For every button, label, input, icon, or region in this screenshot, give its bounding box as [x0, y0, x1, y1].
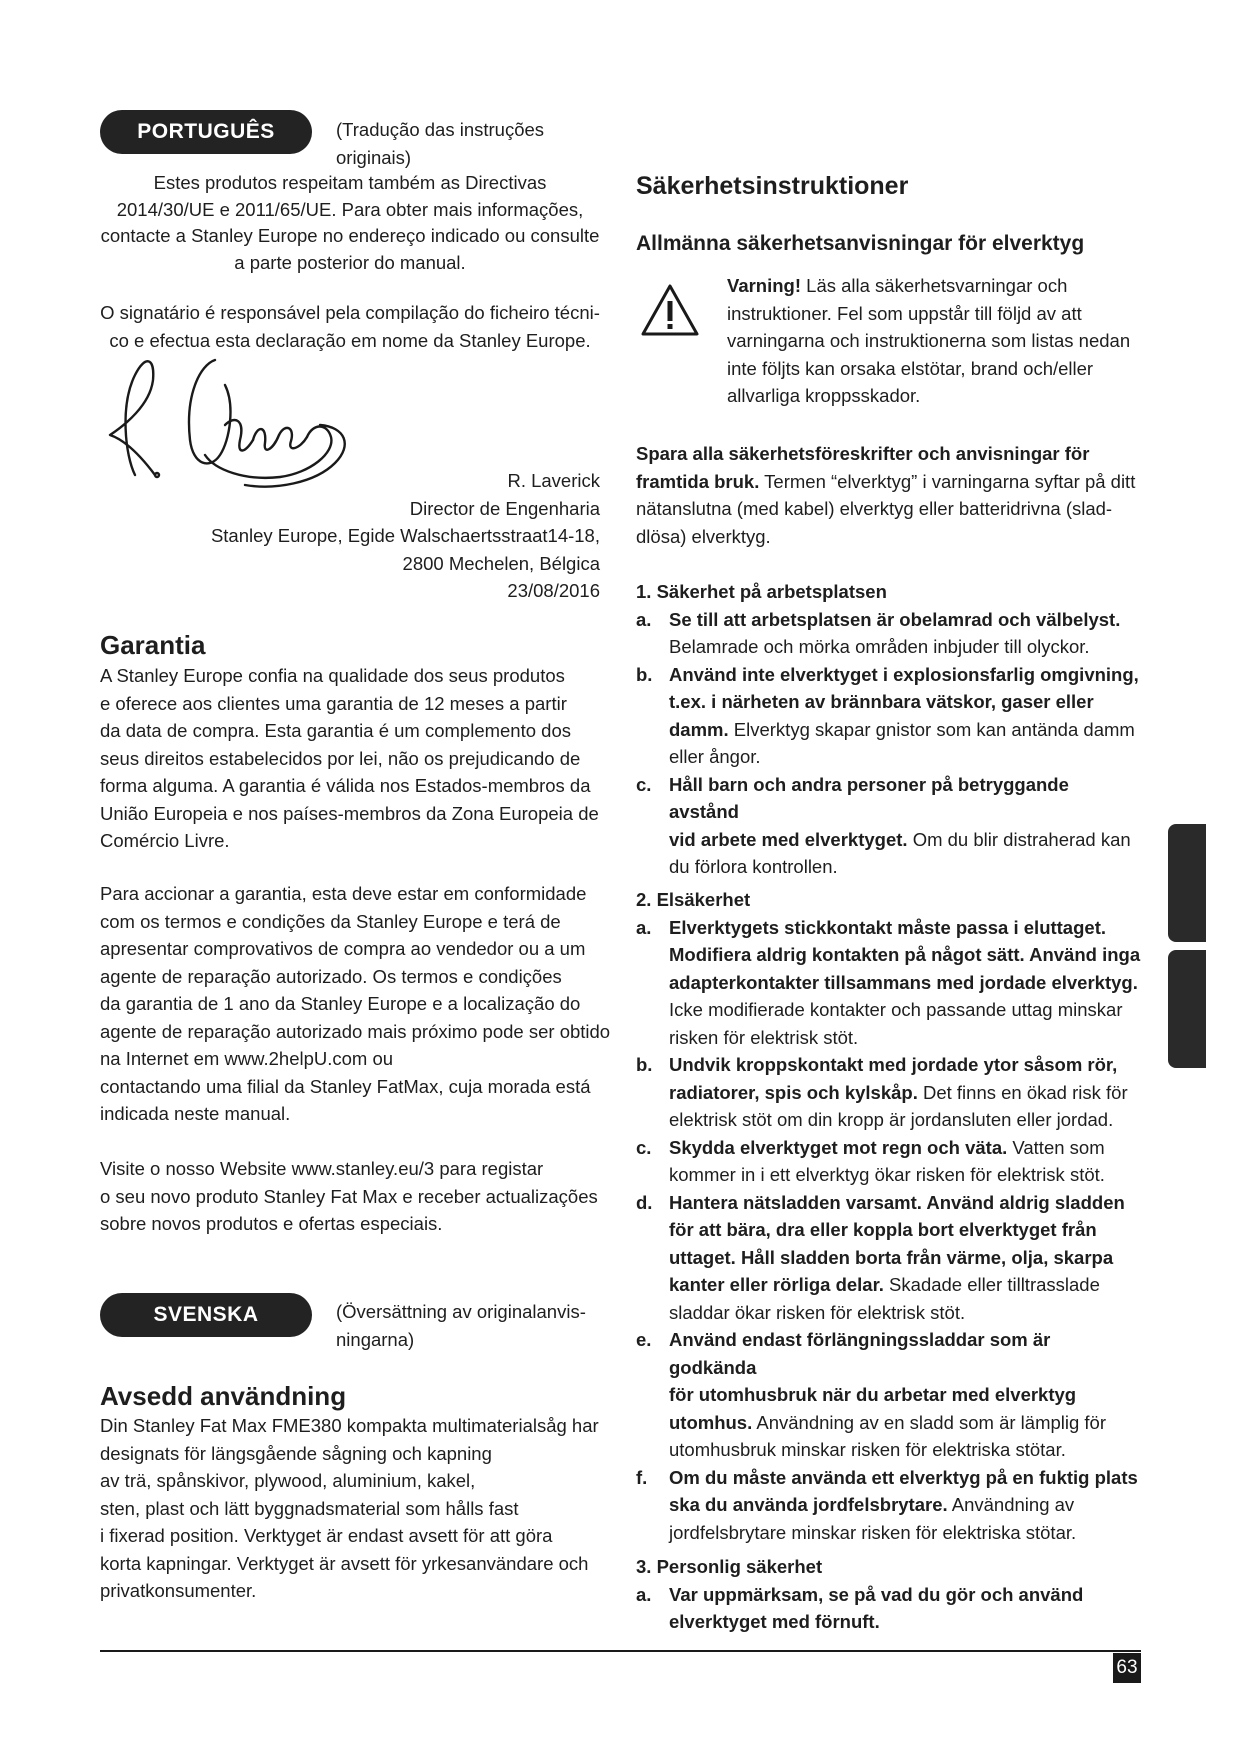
- signatory-paragraph: O signatário é responsável pela compilação do ficheiro técni- co e efectua esta declaração em nome da Stanley Europe.: [100, 302, 600, 351]
- page-number: 63: [1113, 1653, 1141, 1683]
- list-item: a. Elverktygets stickkontakt måste passa i eluttaget. Modifiera aldrig kontakten på något sätt. Använd inga adapterkontakter tillsammans med jordade elverktyg. Icke modifierade kontakter och passande uttag minskar risken för elektrisk stöt.: [636, 916, 1141, 1048]
- save-instructions-paragraph: Spara alla säkerhetsföreskrifter och anvisningar för framtida bruk. Termen “elverktyg” i varningarna syftar på ditt nätanslutna (med kabel) elverktyg eller batteridrivna (slad- dlösa) elverktyg.: [636, 443, 1136, 547]
- garantia-paragraph-3: Visite o nosso Website www.stanley.eu/3 para registar o seu novo produto Stanley Fat Max e receber actualizações sobre novos produtos e ofertas especiais.: [100, 1158, 598, 1234]
- list-item: d. Hantera nätsladden varsamt. Använd aldrig sladden för att bära, dra eller koppla bort elverktyget från uttaget. Håll sladden borta från värme, olja, skarpa kanter eller rörliga delar. Skadade eller tilltrasslade sladdar ökar risken för elektrisk stöt.: [636, 1191, 1125, 1323]
- section-heading: 1. Säkerhet på arbetsplatsen: [636, 581, 887, 602]
- warning-icon: [640, 283, 700, 337]
- garantia-paragraph-2: Para accionar a garantia, esta deve estar em conformidade com os termos e condições da Stanley Europe e terá de apresentar comprovativos de compra ao vendedor ou a um agente de reparação autorizado. Os termos e condições da garantia de 1 ano da Stanley Europe e a localização do agente de reparação autorizado mais próximo pode ser obtido na Internet em www.2helpU.com ou contactando uma filial da Stanley FatMax, cuja morada está indicada neste manual.: [100, 883, 611, 1124]
- language-badge-svenska: SVENSKA: [100, 1293, 312, 1337]
- list-item: b. Använd inte elverktyget i explosionsfarlig omgivning, t.ex. i närheten av brännbara vätskor, gaser eller damm. Elverktyg skapar gnistor som kan antända damm eller ångor.: [636, 663, 1139, 767]
- list-item: c. Håll barn och andra personer på betryggande avstånd vid arbete med elverktyget. Om du blir distraherad kan du förlora kontrollen.: [636, 773, 1131, 877]
- list-item: b. Undvik kroppskontakt med jordade ytor såsom rör, radiatorer, spis och kylskåp. Det finns en ökad risk för elektrisk stöt om din kropp är jordansluten eller jordad.: [636, 1054, 1128, 1130]
- list-item: a. Se till att arbetsplatsen är obelamrad och välbelyst. Belamrade och mörka områden inbjuder till olyckor.: [636, 608, 1121, 657]
- list-item: e. Använd endast förlängningssladdar som är godkända för utomhusbruk när du arbetar med elverktyg utomhus. Användning av en sladd som är lämplig för utomhusbruk minskar risken för elektriska stötar.: [636, 1329, 1107, 1460]
- list-item: a. Var uppmärksam, se på vad du gör och använd elverktyget med förnuft.: [636, 1583, 1084, 1632]
- language-badge-portugues: PORTUGUÊS: [100, 110, 312, 154]
- list-item: f. Om du måste använda ett elverktyg på en fuktig plats ska du använda jordfelsbrytare. Användning av jordfelsbrytare minskar risken för elektriska stötar.: [636, 1466, 1138, 1543]
- language-tab-marker: [1168, 950, 1206, 1068]
- warning-text: Varning! Läs alla säkerhetsvarningar och instruktioner. Fel som uppstår till följd av att varningarna och instruktionerna som listas nedan inte följts kan orsaka elstötar, brand och/eller allvarliga kroppsskador.: [727, 275, 1131, 406]
- directive-paragraph: Estes produtos respeitam também as Directivas 2014/30/UE e 2011/65/UE. Para obter mais informações, contacte a Stanley Europe no endereço indicado ou consulte a parte posterior do manual.: [100, 172, 600, 273]
- footer-rule: [100, 1650, 1141, 1652]
- signature-block: R. Laverick Director de Engenharia Stanley Europe, Egide Walschaertsstraat14-18, 2800 Mechelen, Bélgica 23/08/2016: [210, 470, 600, 601]
- list-item: c. Skydda elverktyget mot regn och väta. Vatten som kommer in i ett elverktyg ökar risken för elektrisk stöt.: [636, 1136, 1105, 1185]
- section-heading: 3. Personlig säkerhet: [636, 1556, 823, 1577]
- section-3-personal: [636, 1553, 1141, 1636]
- safety-heading: Säkerhetsinstruktioner: [636, 172, 909, 200]
- section-1-workplace: [636, 578, 1141, 881]
- general-safety-subheading: Allmänna säkerhetsanvisningar för elverktyg: [636, 232, 1085, 255]
- usage-heading: Avsedd användning: [100, 1381, 347, 1411]
- garantia-heading: Garantia: [100, 630, 206, 660]
- svenska-badge-note: (Översättning av originalanvis- ningarna): [336, 1301, 586, 1350]
- garantia-paragraph-1: A Stanley Europe confia na qualidade dos seus produtos e oferece aos clientes uma garantia de 12 meses a partir da data de compra. Esta garantia é um complemento dos seus direitos estabelecidos por lei, não os prejudicando de forma alguma. A garantia é válida nos Estados-membros da União Europeia e nos países-membros da Zona Europeia de Comércio Livre.: [100, 665, 599, 851]
- section-2-electrical: [636, 886, 1141, 1546]
- badge-note: (Tradução das instruções originais): [336, 119, 545, 168]
- section-heading: 2. Elsäkerhet: [636, 889, 751, 910]
- language-tab-marker: [1168, 824, 1206, 942]
- usage-paragraph: Din Stanley Fat Max FME380 kompakta multimaterialsåg har designats för längsgående sågning och kapning av trä, spånskivor, plywood, aluminium, kakel, sten, plast och lätt byggnadsmaterial som hålls fast i fixerad position. Verktyget är endast avsett för att göra korta kapningar. Verktyget är avsett för yrkesanvändare och privatkonsumenter.: [100, 1415, 599, 1601]
